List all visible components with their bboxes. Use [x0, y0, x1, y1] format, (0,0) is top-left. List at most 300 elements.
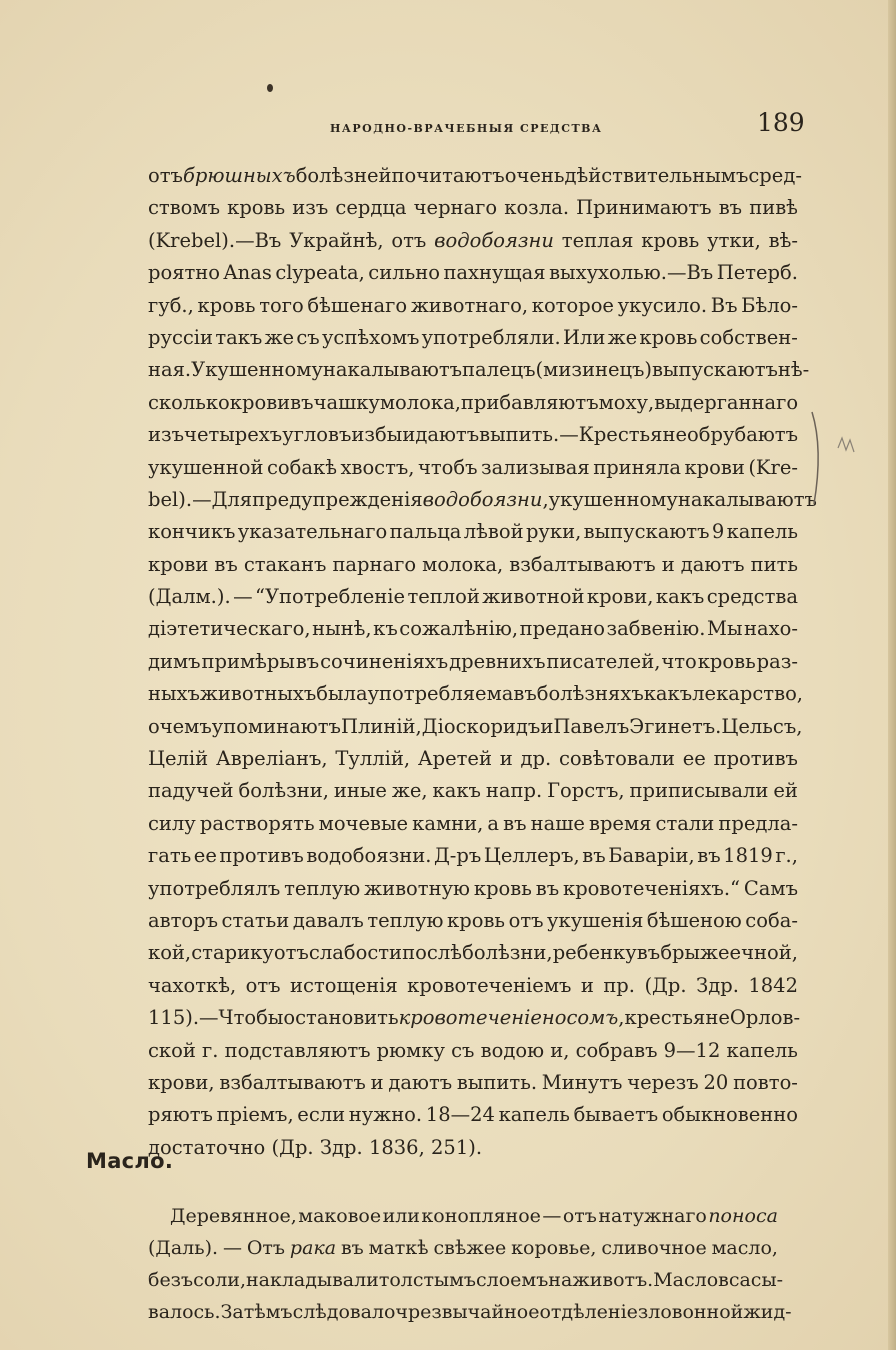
word: слѣдовало — [292, 1301, 396, 1323]
word: (мизинецъ) — [535, 358, 653, 382]
text-line — [148, 905, 798, 937]
word: напр. — [485, 779, 543, 803]
word: накалываютъ — [322, 358, 463, 382]
text-line — [148, 1002, 801, 1034]
word: брыжеечной, — [660, 941, 798, 965]
word: (Krebel).—Въ — [148, 228, 282, 252]
word: растворять — [199, 811, 315, 835]
word: стаканъ — [243, 552, 327, 576]
word: ребенку — [552, 941, 637, 965]
word: что — [661, 649, 697, 673]
word: нахо- — [744, 617, 798, 641]
text-line — [148, 808, 798, 840]
text-line — [148, 646, 798, 678]
word: Діоскоридъ — [421, 714, 541, 738]
text-line — [148, 1035, 798, 1067]
word: съ — [296, 325, 320, 349]
word: Петерб. — [716, 261, 798, 285]
word: Укушенному — [191, 358, 323, 382]
word: черезъ — [627, 1070, 699, 1094]
word: сильно — [368, 261, 440, 285]
word: забвенію. — [606, 617, 706, 641]
word: ныхъ — [148, 682, 200, 706]
italic-word: водобоязни — [434, 228, 554, 252]
word: Въ — [710, 293, 738, 317]
text-line — [148, 1099, 798, 1131]
word: въ — [582, 844, 606, 868]
word: ствомъ — [148, 196, 221, 220]
word: повто- — [733, 1070, 798, 1094]
word: выпить. — [456, 1070, 538, 1094]
word: средства — [706, 585, 798, 609]
word: какъ — [432, 779, 481, 803]
paragraph-blood-remedies — [148, 160, 817, 1164]
word: древнихъ — [449, 649, 546, 673]
text-line — [148, 678, 804, 710]
word: чернаго — [413, 196, 498, 220]
word: же — [607, 325, 638, 349]
word: и — [370, 1070, 384, 1094]
word: предупрежденія — [252, 487, 423, 511]
word: камни, — [412, 811, 484, 835]
page-header — [0, 104, 896, 144]
word: коровье, — [511, 1237, 597, 1259]
word: крови — [684, 455, 745, 479]
word: выпускаютъ — [583, 520, 710, 544]
word: кровотеченіяхъ.“ — [563, 876, 741, 900]
text-line — [148, 711, 803, 743]
word: 18—24 — [425, 1103, 495, 1127]
text-line — [148, 452, 798, 484]
word: укушенной — [148, 455, 264, 479]
word: кой, — [148, 941, 192, 965]
word: утки, — [707, 228, 761, 252]
word: накладывали — [246, 1269, 379, 1291]
word: отъ — [148, 164, 183, 187]
word: Цельсъ, — [721, 714, 803, 738]
word: теплую — [284, 876, 361, 900]
word: молока, — [422, 552, 504, 576]
word: нѣ- — [777, 358, 810, 382]
word: маткѣ — [368, 1237, 429, 1259]
text-line — [148, 743, 798, 775]
word: Принимаютъ — [576, 196, 712, 220]
word: чахоткѣ, — [148, 973, 237, 997]
word: указательнаго — [237, 520, 388, 544]
word: въ — [535, 876, 560, 900]
word: и — [402, 423, 416, 447]
word: въ — [503, 811, 527, 835]
word: кровь — [473, 876, 532, 900]
text-line — [148, 516, 798, 548]
word: чемъ — [159, 714, 212, 738]
word: руссіи — [148, 325, 214, 349]
word: Или — [562, 325, 606, 349]
word: укусило. — [617, 293, 708, 317]
word: ная. — [148, 358, 192, 382]
word: болѣзни, — [238, 779, 329, 803]
word: пить — [750, 552, 798, 576]
text-line — [148, 970, 798, 1002]
word: примѣры — [201, 649, 295, 673]
italic-word: носомъ — [541, 1006, 619, 1030]
word: пахнущая — [443, 261, 546, 285]
word: которое — [531, 293, 614, 317]
word: достаточно — [148, 1135, 266, 1159]
text-line — [148, 484, 817, 516]
word: парнаго — [332, 552, 417, 576]
word: — — [542, 1205, 562, 1227]
word: угловъ — [282, 423, 352, 447]
word: отъ — [391, 228, 427, 252]
word: была — [316, 682, 368, 706]
word: четырехъ — [184, 423, 283, 447]
word: сожалѣнію, — [399, 617, 519, 641]
word: пальца — [389, 520, 462, 544]
word: вѣ- — [768, 228, 798, 252]
page-number: 189 — [757, 108, 805, 137]
word: употреблялъ — [148, 876, 281, 900]
ink-spot — [267, 84, 273, 92]
text-line — [148, 1264, 783, 1296]
word: др. — [520, 747, 552, 771]
word: Здр. — [319, 1135, 363, 1159]
word: (Kre- — [748, 455, 798, 479]
word: бываетъ — [573, 1103, 659, 1127]
running-title: НАРОДНО-ВРАЧЕБНЫЯ СРЕДСТВА — [330, 122, 603, 135]
word: болѣзни, — [462, 941, 553, 965]
word: и — [661, 552, 675, 576]
word: съ — [451, 1038, 475, 1062]
word: въ — [513, 682, 537, 706]
word: лекарство, — [692, 682, 804, 706]
italic-word: брюшныхъ — [182, 164, 296, 187]
word: и — [540, 714, 554, 738]
page-edge — [888, 0, 896, 1350]
word: кровь — [227, 196, 286, 220]
word: кровотеченіемъ — [407, 973, 572, 997]
text-line — [148, 840, 798, 872]
word: противъ — [219, 844, 304, 868]
word: капель — [726, 1038, 798, 1062]
word: животнаго, — [410, 293, 529, 317]
word: обыкновенно — [661, 1103, 798, 1127]
word: крови — [229, 390, 291, 414]
word: bel).—Для — [148, 487, 253, 511]
word: 9 — [711, 520, 725, 544]
word: Авреліанъ, — [215, 747, 328, 771]
word: пр. — [603, 973, 635, 997]
word: того — [259, 293, 304, 317]
paragraph-oil-remedies — [148, 1200, 792, 1328]
word: козла. — [504, 196, 570, 220]
word: кровь — [639, 325, 698, 349]
word: (Др. — [644, 973, 687, 997]
word: животныхъ — [199, 682, 317, 706]
word: взбалтываютъ — [219, 1070, 366, 1094]
word: противъ — [713, 747, 798, 771]
text-line — [148, 549, 798, 581]
word: Аретей — [417, 747, 492, 771]
word: свѣжее — [433, 1237, 507, 1259]
word: 20 — [703, 1070, 729, 1094]
word: упоминаютъ — [211, 714, 341, 738]
word: выдерганнаго — [654, 390, 799, 414]
word: сколько — [148, 390, 230, 414]
text-line — [148, 1296, 792, 1328]
italic-word: водобоязни — [422, 487, 543, 511]
word: пивѣ — [749, 196, 798, 220]
text-line — [148, 873, 798, 905]
word: соба- — [745, 908, 798, 932]
word: авторъ — [148, 908, 219, 932]
word: приписывали — [629, 779, 769, 803]
word: Масло — [653, 1269, 719, 1291]
word: животъ. — [572, 1269, 654, 1291]
italic-word: рака — [289, 1237, 337, 1259]
word: рюмку — [376, 1038, 445, 1062]
word: масло, — [711, 1237, 778, 1259]
word: такъ — [215, 325, 263, 349]
word: ее — [682, 747, 706, 771]
word: бѣшенаго — [307, 293, 408, 317]
word: Эгинетъ. — [629, 714, 722, 738]
word: время — [588, 811, 652, 835]
word: водобоязни. — [306, 844, 432, 868]
word: Минутъ — [541, 1070, 623, 1094]
word: къ — [373, 617, 398, 641]
word: выпускаютъ — [652, 358, 778, 382]
word: , — [542, 487, 549, 511]
word: животной — [482, 585, 585, 609]
text-line — [148, 322, 798, 354]
word: соли, — [193, 1269, 246, 1291]
text-line — [148, 192, 798, 224]
word: употребляема — [367, 682, 514, 706]
italic-word: поноса — [708, 1205, 778, 1227]
text-line — [148, 613, 798, 645]
word: зализывая — [481, 455, 590, 479]
word: жид- — [743, 1301, 792, 1323]
word: и — [580, 973, 594, 997]
word: изъ — [292, 196, 329, 220]
text-line — [148, 937, 798, 969]
word: прибавляютъ — [460, 390, 599, 414]
word: а — [487, 811, 500, 835]
word: г., — [775, 844, 798, 868]
word: водою — [480, 1038, 545, 1062]
word: приняла — [593, 455, 681, 479]
word: натужнаго — [598, 1205, 707, 1227]
word: губ., — [148, 293, 194, 317]
word: крови, — [148, 1070, 215, 1094]
word: теплая — [561, 228, 634, 252]
word: роятно — [148, 261, 221, 285]
word: истощенія — [290, 973, 398, 997]
word: предано — [519, 617, 605, 641]
word: какъ — [643, 682, 693, 706]
word: слоемъ — [476, 1269, 549, 1291]
word: болѣзняхъ — [536, 682, 644, 706]
word: въ — [718, 196, 743, 220]
word: слабости — [308, 941, 403, 965]
word: діэтетическаго, — [148, 617, 311, 641]
word: крестьяне — [624, 1006, 730, 1030]
word: Д-ръ — [433, 844, 482, 868]
word: ей — [773, 779, 798, 803]
word: безъ — [148, 1269, 194, 1291]
word: животную — [364, 876, 471, 900]
word: послѣ — [402, 941, 462, 965]
word: Anas — [223, 261, 272, 285]
word: моху, — [598, 390, 655, 414]
word: раз- — [756, 649, 798, 673]
word: какъ — [655, 585, 705, 609]
word: даютъ — [388, 1070, 453, 1094]
word: на — [548, 1269, 573, 1291]
word: собствен- — [699, 325, 798, 349]
word: иные — [333, 779, 387, 803]
word: 251). — [431, 1135, 483, 1159]
word: пріемъ, — [216, 1103, 294, 1127]
word: дѣйствительнымъ — [564, 164, 749, 187]
word: 1842 — [748, 973, 798, 997]
word: теплую — [367, 908, 444, 932]
text-line — [148, 387, 798, 419]
word: , — [618, 1006, 625, 1030]
word: Украйнѣ, — [289, 228, 384, 252]
word: Здр. — [696, 973, 739, 997]
word: (Далм.). — [148, 585, 231, 609]
word: въ — [697, 844, 721, 868]
word: силу — [148, 811, 196, 835]
word: теплой — [407, 585, 480, 609]
text-line — [148, 160, 802, 192]
word: Бѣло- — [741, 293, 798, 317]
word: изъ — [148, 423, 185, 447]
word: накалываютъ — [677, 487, 817, 511]
word: бѣшеною — [646, 908, 742, 932]
word: падучей — [148, 779, 234, 803]
word: нынѣ, — [312, 617, 372, 641]
word: конопляное — [421, 1205, 541, 1227]
word: въ — [636, 941, 661, 965]
word: димъ — [148, 649, 201, 673]
word: сливочное — [601, 1237, 707, 1259]
word: статьи — [221, 908, 290, 932]
word: отдѣленіе — [539, 1301, 638, 1323]
word: выпить.—Крестьяне — [479, 423, 688, 447]
word: кровь — [447, 908, 506, 932]
word: отъ — [273, 941, 309, 965]
word: г. — [202, 1038, 219, 1062]
word: обрубаютъ — [687, 423, 798, 447]
word: хвостъ, — [340, 455, 415, 479]
word: капель — [726, 520, 798, 544]
text-line — [148, 354, 810, 386]
word: ской — [148, 1038, 196, 1062]
word: (Даль). — [148, 1237, 219, 1259]
word: (Др. — [271, 1135, 314, 1159]
word: писателей, — [546, 649, 661, 673]
word: Деревянное, — [170, 1205, 297, 1227]
text-line — [148, 775, 798, 807]
word: Орлов- — [729, 1006, 801, 1030]
word: нужно. — [348, 1103, 423, 1127]
word: Павелъ — [553, 714, 630, 738]
word: собакѣ — [267, 455, 337, 479]
word: 9—12 — [663, 1038, 721, 1062]
word: наше — [530, 811, 585, 835]
word: успѣхомъ — [321, 325, 420, 349]
text-line — [148, 1232, 778, 1264]
text-line — [148, 419, 798, 451]
word: въ — [214, 552, 238, 576]
word: укушенному — [548, 487, 678, 511]
word: Отъ — [246, 1237, 286, 1259]
word: Мы — [707, 617, 743, 641]
word: остановить — [283, 1006, 399, 1030]
word: кровь — [197, 293, 256, 317]
word: даютъ — [415, 423, 480, 447]
word: болѣзней — [295, 164, 392, 187]
text-line — [148, 1067, 798, 1099]
word: Плиній, — [340, 714, 422, 738]
word: сред- — [748, 164, 802, 187]
italic-word: кровотеченіе — [398, 1006, 542, 1030]
word: Горстъ, — [547, 779, 625, 803]
text-line — [148, 1200, 778, 1232]
margin-pencil-mark — [810, 408, 870, 508]
text-line — [148, 581, 798, 613]
word: совѣтовали — [559, 747, 675, 771]
text-line — [148, 290, 798, 322]
word: почитаютъ — [391, 164, 505, 187]
word: — — [222, 1237, 242, 1259]
word: даютъ — [680, 552, 745, 576]
word: — — [233, 585, 253, 609]
word: валось. — [148, 1301, 221, 1323]
word: Туллій, — [335, 747, 411, 771]
word: отъ — [508, 908, 544, 932]
word: сердца — [335, 196, 407, 220]
word: молока, — [379, 390, 461, 414]
word: капель — [498, 1103, 570, 1127]
word: 1819 — [723, 844, 773, 868]
word: толстымъ — [378, 1269, 477, 1291]
word: “Употребленіе — [254, 585, 406, 609]
word: же — [264, 325, 295, 349]
word: или — [382, 1205, 420, 1227]
word: и, — [550, 1038, 570, 1062]
word: Затѣмъ — [220, 1301, 293, 1323]
word: руки, — [525, 520, 582, 544]
word: Самъ — [743, 876, 798, 900]
word: чтобъ — [417, 455, 478, 479]
word: отъ — [245, 973, 281, 997]
word: зловонной — [637, 1301, 744, 1323]
text-line — [148, 257, 798, 289]
word: лѣвой — [463, 520, 524, 544]
word: въ — [290, 390, 314, 414]
word: 1836, — [368, 1135, 425, 1159]
word: взбалтываютъ — [509, 552, 656, 576]
word: Целлеръ, — [483, 844, 580, 868]
word: укушенія — [547, 908, 644, 932]
word: ее — [193, 844, 217, 868]
word: крови — [148, 552, 209, 576]
word: въ — [340, 1237, 364, 1259]
